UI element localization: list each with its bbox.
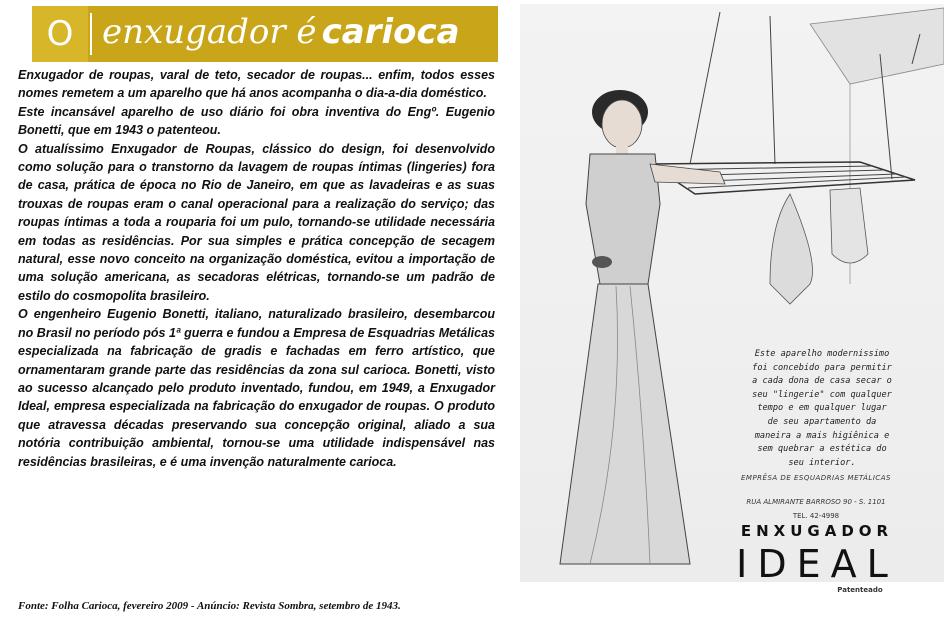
ad-telephone: TEL. 42-4998 [792,512,840,520]
vintage-advertisement [520,4,944,594]
ad-brand-ideal: IDEAL [736,542,898,586]
article-paragraph: O engenheiro Eugenio Bonetti, italiano, naturalizado brasileiro, desembarcou no Brasil no período pós 1ª guerra e fundou a Empresa de Esquadrias Metálicas especializada na fabricação de gradis e fachadas em ferro artístico, que ornamentaram grande parte das residências da zona sul carioca. Bonetti, visto ao sucesso alcançado pelo produto inventado, fundou, em 1949, a Enxugador Ideal, empresa especializada na fabricação do enxugador de roupas. O produto que atravessa décadas preservando sua concepção original, aliado a sua notória contribuição ambiental, tornou-se uma utilidade indispensável nas residências brasileiras, e é uma invenção naturalmente carioca. [18,307,495,469]
hanging-garment [770,194,813,304]
source-citation: Fonte: Folha Carioca, fevereiro 2009 - Anúncio: Revista Sombra, setembro de 1943. [18,600,401,612]
article-body [18,66,495,471]
article-paragraph: Enxugador de roupas, varal de teto, secador de roupas... enfim, todos esses nomes remetem a um aparelho que há anos acompanha o dia-a-dia doméstico. [18,68,495,101]
banner-letter-box: O [32,6,88,62]
article-paragraph: Este incansável aparelho de uso diário foi obra inventiva do Engº. Eugenio Bonetti, que em 1943 o patenteou. [18,104,495,138]
banner-divider [90,13,92,55]
ad-copy-line: de seu apartamento da [767,416,877,427]
article-paragraph: O atualíssimo Enxugador de Roupas, clássico do design, foi desenvolvido como solução para o transtorno da lavagem de roupas íntimas (lingeries) fora de casa, prática de época no Rio de Janeiro, em que as lavadeiras e as suas trouxas de roupas eram o canal operacional para a realização do serviço; das roupas íntimas a toda a rouparia foi um pulo, tornando-se utilidade necessária em todas as residências. Por sua simples e prática concepção de secagem natural, esse novo conceito na organização doméstica, evitou a importação de uma solução americana, as secadoras elétricas, tornando-se um padrão de estilo do cosmopolita brasileiro. [18,141,495,303]
ad-address: RUA ALMIRANTE BARROSO 90 - S. 1101 [746,498,886,506]
ad-copy-line: a cada dona de casa secar o [752,376,892,387]
ad-copy-line: tempo e em qualquer lugar [757,403,887,414]
ad-copy-line: maneira a mais higiênica e [754,430,890,441]
ad-copy-line: foi concebido para permitir [752,362,892,373]
ad-copy-text [736,348,908,470]
ceiling-shape [810,8,944,84]
ad-copy-line: seu "lingerie" com qualquer [752,389,892,400]
title-word-carioca: carioca [321,12,460,52]
ad-illustration [520,4,944,582]
ad-copy-line: seu interior. [788,457,856,468]
title-word-enxugador: enxugador é [102,12,317,52]
rope [690,12,720,164]
woman-figure [560,90,725,564]
title-banner [32,6,498,62]
hanging-garment [830,188,868,263]
ad-copy-line: sem quebrar a estética do [757,444,887,455]
ad-patent-note: Patenteado [837,586,883,594]
ad-company-name: EMPRÊSA DE ESQUADRIAS METÁLICAS [741,474,891,482]
rope [770,16,775,164]
ad-brand-enxugador: ENXUGADOR [740,522,894,540]
page-title [102,12,460,52]
ad-copy-line: Este aparelho modernissimo [754,349,890,359]
